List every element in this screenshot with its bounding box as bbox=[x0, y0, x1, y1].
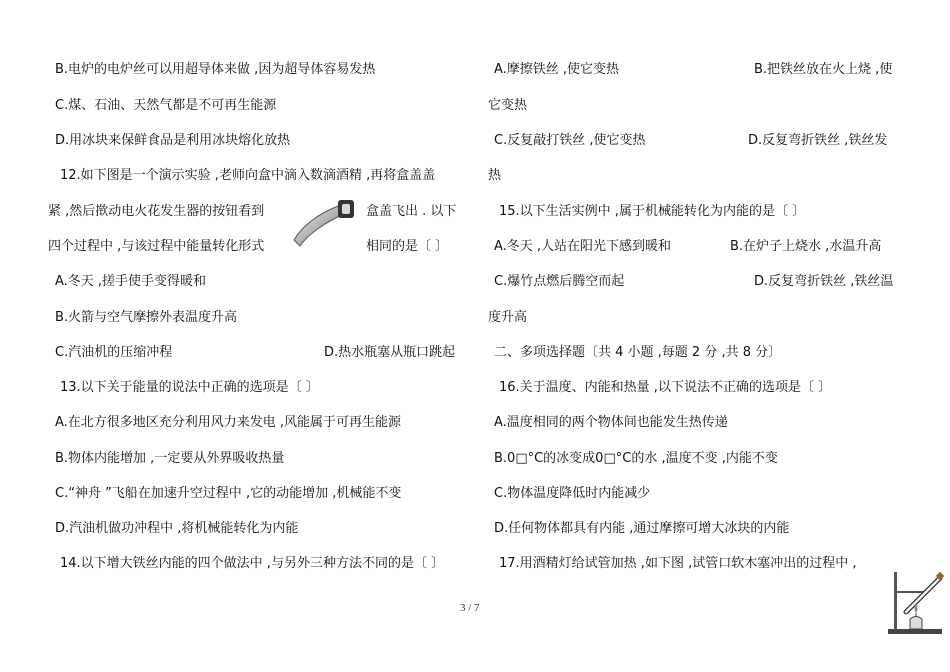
q16-stem: 16.关于温度、内能和热量 ,以下说法不正确的选项是〔 〕 bbox=[499, 380, 832, 395]
q14-option-d-cont: 热 bbox=[488, 168, 502, 183]
q13-stem: 13.以下关于能量的说法中正确的选项是〔 〕 bbox=[60, 380, 319, 395]
alcohol-lamp-figure bbox=[884, 566, 946, 636]
q13-option-c: C.“神舟 ”飞船在加速升空过程中 ,它的动能增加 ,机械能不变 bbox=[55, 486, 402, 501]
q12-stem-line3: 四个过程中 ,与该过程中能量转化形式 bbox=[48, 239, 265, 254]
q11-option-c: C.煤、石油、天然气都是不可再生能源 bbox=[55, 98, 277, 113]
q15-option-c: C.爆竹点燃后腾空而起 bbox=[494, 274, 625, 289]
q14-option-b-cont: 它变热 bbox=[488, 98, 528, 113]
q15-stem: 15.以下生活实例中 ,属于机械能转化为内能的是〔 〕 bbox=[499, 204, 806, 219]
q14-option-a: A.摩擦铁丝 ,使它变热 bbox=[494, 62, 620, 77]
q12-stem-line2-end: 盒盖飞出 . 以下 bbox=[366, 204, 457, 219]
q12-stem-line2: 紧 ,然后揿动电火花发生器的按钮看到 bbox=[48, 204, 265, 219]
q14-stem: 14.以下增大铁丝内能的四个做法中 ,与另外三种方法不同的是〔 〕 bbox=[60, 556, 445, 571]
section-2-heading: 二、多项选择题〔共 4 小题 ,每题 2 分 ,共 8 分〕 bbox=[494, 345, 782, 360]
q14-option-b: B.把铁丝放在火上烧 ,使 bbox=[754, 62, 893, 77]
q16-option-b: B.0□°C的冰变成0□°C的水 ,温度不变 ,内能不变 bbox=[494, 451, 778, 466]
q11-option-b: B.电炉的电炉丝可以用超导体来做 ,因为超导体容易发热 bbox=[55, 62, 376, 77]
q12-option-d: D.热水瓶塞从瓶口跳起 bbox=[324, 345, 456, 360]
q15-option-d: D.反复弯折铁丝 ,铁丝温 bbox=[754, 274, 894, 289]
spark-generator-figure bbox=[288, 196, 360, 248]
q16-option-c: C.物体温度降低时内能减少 bbox=[494, 486, 651, 501]
q12-option-b: B.火箭与空气摩擦外表温度升高 bbox=[55, 310, 238, 325]
page-number: 3 / 7 bbox=[460, 602, 480, 614]
q12-option-c: C.汽油机的压缩冲程 bbox=[55, 345, 173, 360]
q16-option-d: D.任何物体都具有内能 ,通过摩擦可增大冰块的内能 bbox=[494, 521, 790, 536]
q13-option-d: D.汽油机做功冲程中 ,将机械能转化为内能 bbox=[55, 521, 299, 536]
q17-stem: 17.用酒精灯给试管加热 ,如下图 ,试管口软木塞冲出的过程中 , bbox=[499, 556, 857, 571]
q11-option-d: D.用冰块来保鲜食品是利用冰块熔化放热 bbox=[55, 133, 291, 148]
q15-option-b: B.在炉子上烧水 ,水温升高 bbox=[730, 239, 882, 254]
q12-stem-line3-end: 相同的是〔 〕 bbox=[366, 239, 449, 254]
q12-option-a: A.冬天 ,搓手使手变得暖和 bbox=[55, 274, 207, 289]
q12-stem-line1: 12.如下图是一个演示实验 ,老师向盒中滴入数滴酒精 ,再将盒盖盖 bbox=[60, 168, 436, 183]
q15-option-d-cont: 度升高 bbox=[488, 310, 528, 325]
q14-option-d: D.反复弯折铁丝 ,铁丝发 bbox=[748, 133, 888, 148]
q16-option-a: A.温度相同的两个物体间也能发生热传递 bbox=[494, 415, 728, 430]
q13-option-a: A.在北方很多地区充分利用风力来发电 ,风能属于可再生能源 bbox=[55, 415, 402, 430]
q14-option-c: C.反复敲打铁丝 ,使它变热 bbox=[494, 133, 646, 148]
q13-option-b: B.物体内能增加 ,一定要从外界吸收热量 bbox=[55, 451, 285, 466]
q15-option-a: A.冬天 ,人站在阳光下感到暖和 bbox=[494, 239, 672, 254]
